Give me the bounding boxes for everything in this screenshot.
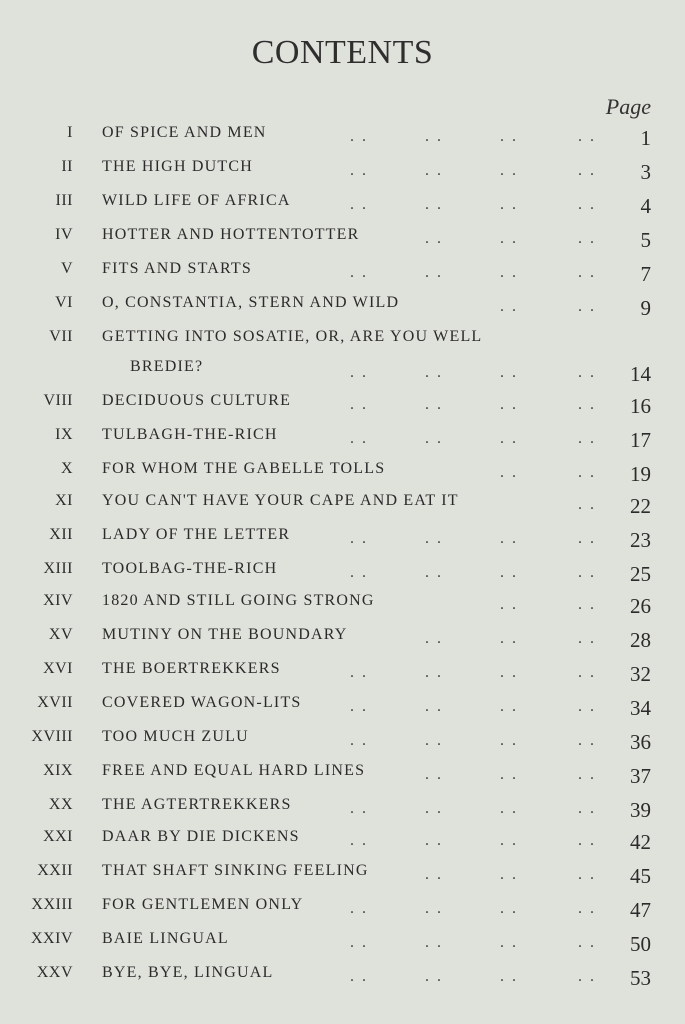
chapter-title: TOOLBAG-THE-RICH [102, 560, 278, 577]
leader-dots: . . [350, 430, 368, 447]
leader-dots: . . [500, 230, 518, 247]
toc-entry [0, 626, 685, 656]
leader-dots: . . [578, 596, 596, 613]
leader-dots: . . [500, 564, 518, 581]
leader-dots: . . [350, 196, 368, 213]
chapter-number: XXIII [31, 896, 73, 913]
leader-dots: . . [578, 564, 596, 581]
leader-dots: . . [500, 800, 518, 817]
leader-dots: . . [500, 664, 518, 681]
leader-dots: . . [578, 298, 596, 315]
leader-dots: . . [350, 900, 368, 917]
leader-dots: . . [500, 596, 518, 613]
toc-entry [0, 862, 685, 892]
leader-dots: . . [350, 364, 368, 381]
leader-dots: . . [578, 396, 596, 413]
chapter-title: THE AGTERTREKKERS [102, 796, 292, 813]
leader-dots: . . [578, 530, 596, 547]
leader-dots: . . [578, 630, 596, 647]
toc-entry [0, 796, 685, 826]
chapter-number: XV [48, 626, 73, 643]
chapter-number: XVIII [31, 728, 73, 745]
leader-dots: . . [500, 900, 518, 917]
leader-dots: . . [425, 934, 443, 951]
chapter-title: LADY OF THE LETTER [102, 526, 291, 543]
leader-dots: . . [578, 968, 596, 985]
toc-entry [0, 964, 685, 994]
chapter-title: MUTINY ON THE BOUNDARY [102, 626, 348, 643]
leader-dots: . . [500, 766, 518, 783]
page-number: 23 [630, 528, 651, 552]
page-number: 45 [630, 864, 651, 888]
chapter-number: XXV [36, 964, 73, 981]
leader-dots: . . [425, 396, 443, 413]
leader-dots: . . [578, 496, 596, 513]
leader-dots: . . [500, 732, 518, 749]
leader-dots: . . [425, 564, 443, 581]
leader-dots: . . [425, 128, 443, 145]
chapter-title: FITS AND STARTS [102, 260, 253, 277]
toc-entry [0, 660, 685, 690]
chapter-number: III [55, 192, 73, 209]
chapter-title: BYE, BYE, LINGUAL [102, 964, 274, 981]
leader-dots: . . [578, 230, 596, 247]
leader-dots: . . [425, 364, 443, 381]
page-number: 25 [630, 562, 651, 586]
toc-entry [0, 896, 685, 926]
leader-dots: . . [578, 832, 596, 849]
leader-dots: . . [425, 832, 443, 849]
chapter-title: BAIE LINGUAL [102, 930, 229, 947]
leader-dots: . . [500, 832, 518, 849]
toc-entry [0, 694, 685, 724]
page-number: 37 [630, 764, 651, 788]
leader-dots: . . [350, 162, 368, 179]
leader-dots: . . [425, 866, 443, 883]
chapter-title: O, CONSTANTIA, STERN AND WILD [102, 294, 400, 311]
page-number: 47 [630, 898, 651, 922]
chapter-number: XX [48, 796, 73, 813]
page-number: 42 [630, 830, 651, 854]
leader-dots: . . [425, 900, 443, 917]
chapter-number: XXI [43, 828, 73, 845]
page-number: 36 [630, 730, 651, 754]
leader-dots: . . [500, 934, 518, 951]
leader-dots: . . [500, 464, 518, 481]
chapter-title: HOTTER AND HOTTENTOTTER [102, 226, 360, 243]
page-number: 3 [640, 160, 651, 184]
chapter-title: FOR WHOM THE GABELLE TOLLS [102, 460, 386, 477]
page-number: 14 [630, 362, 651, 386]
chapter-title-continued: BREDIE? [130, 358, 204, 375]
leader-dots: . . [350, 396, 368, 413]
leader-dots: . . [425, 698, 443, 715]
chapter-number: XII [49, 526, 73, 543]
chapter-number: XXIV [31, 930, 73, 947]
leader-dots: . . [578, 664, 596, 681]
chapter-number: XXII [37, 862, 73, 879]
leader-dots: . . [578, 196, 596, 213]
leader-dots: . . [350, 128, 368, 145]
chapter-number: II [61, 158, 73, 175]
page-number: 34 [630, 696, 651, 720]
leader-dots: . . [425, 162, 443, 179]
toc-entry [0, 426, 685, 456]
page-number: 26 [630, 594, 651, 618]
chapter-title: THE HIGH DUTCH [102, 158, 254, 175]
toc-entry [0, 392, 685, 422]
leader-dots: . . [500, 430, 518, 447]
chapter-title: WILD LIFE OF AFRICA [102, 192, 291, 209]
leader-dots: . . [578, 934, 596, 951]
leader-dots: . . [578, 464, 596, 481]
chapter-number: X [60, 460, 73, 477]
leader-dots: . . [350, 732, 368, 749]
toc-entry [0, 526, 685, 556]
leader-dots: . . [578, 264, 596, 281]
page-number: 39 [630, 798, 651, 822]
leader-dots: . . [500, 530, 518, 547]
leader-dots: . . [425, 264, 443, 281]
chapter-number: VIII [43, 392, 73, 409]
chapter-number: XI [55, 492, 73, 509]
chapter-number: VII [49, 328, 73, 345]
leader-dots: . . [578, 866, 596, 883]
toc-entry [0, 828, 685, 858]
leader-dots: . . [425, 196, 443, 213]
toc-entry [0, 294, 685, 324]
leader-dots: . . [425, 766, 443, 783]
leader-dots: . . [350, 530, 368, 547]
leader-dots: . . [425, 664, 443, 681]
chapter-number: XIV [43, 592, 73, 609]
chapter-title: THE BOERTREKKERS [102, 660, 281, 677]
leader-dots: . . [350, 800, 368, 817]
page-title: CONTENTS [251, 34, 434, 71]
chapter-number: IV [55, 226, 73, 243]
toc-entry [0, 592, 685, 622]
leader-dots: . . [500, 298, 518, 315]
toc-entry [0, 124, 685, 154]
leader-dots: . . [350, 564, 368, 581]
page-number: 1 [640, 126, 651, 150]
leader-dots: . . [578, 364, 596, 381]
chapter-title: TOO MUCH ZULU [102, 728, 249, 745]
toc-entry [0, 930, 685, 960]
leader-dots: . . [500, 630, 518, 647]
chapter-title: TULBAGH-THE-RICH [102, 426, 278, 443]
page-number: 5 [640, 228, 651, 252]
leader-dots: . . [578, 732, 596, 749]
leader-dots: . . [500, 968, 518, 985]
leader-dots: . . [578, 430, 596, 447]
page-number: 22 [630, 494, 651, 518]
chapter-number: XVII [37, 694, 73, 711]
chapter-number: V [60, 260, 73, 277]
chapter-number: XIII [43, 560, 73, 577]
chapter-number: I [67, 124, 73, 141]
chapter-title: DAAR BY DIE DICKENS [102, 828, 300, 845]
leader-dots: . . [425, 800, 443, 817]
leader-dots: . . [425, 630, 443, 647]
toc-entry [0, 328, 685, 386]
leader-dots: . . [350, 264, 368, 281]
leader-dots: . . [425, 530, 443, 547]
page-number: 50 [630, 932, 651, 956]
leader-dots: . . [578, 698, 596, 715]
toc-entry [0, 560, 685, 590]
leader-dots: . . [350, 664, 368, 681]
page-number: 4 [640, 194, 651, 218]
page-number: 19 [630, 462, 651, 486]
toc-entry [0, 728, 685, 758]
chapter-title: FREE AND EQUAL HARD LINES [102, 762, 366, 779]
leader-dots: . . [350, 698, 368, 715]
leader-dots: . . [500, 866, 518, 883]
toc-entry [0, 158, 685, 188]
leader-dots: . . [500, 162, 518, 179]
leader-dots: . . [500, 698, 518, 715]
toc-entry [0, 226, 685, 256]
chapter-title: GETTING INTO SOSATIE, OR, ARE YOU WELL [102, 328, 483, 345]
leader-dots: . . [578, 128, 596, 145]
toc-entry [0, 492, 685, 522]
chapter-number: XVI [43, 660, 73, 677]
chapter-number: IX [55, 426, 73, 443]
toc-entry [0, 762, 685, 792]
page-number: 53 [630, 966, 651, 990]
leader-dots: . . [578, 800, 596, 817]
page-number: 28 [630, 628, 651, 652]
leader-dots: . . [425, 732, 443, 749]
toc-entry [0, 192, 685, 222]
chapter-title: THAT SHAFT SINKING FEELING [102, 862, 369, 879]
chapter-title: YOU CAN'T HAVE YOUR CAPE AND EAT IT [102, 492, 459, 509]
chapter-number: XIX [43, 762, 73, 779]
leader-dots: . . [350, 968, 368, 985]
leader-dots: . . [500, 196, 518, 213]
leader-dots: . . [350, 934, 368, 951]
page-number: 32 [630, 662, 651, 686]
leader-dots: . . [500, 364, 518, 381]
leader-dots: . . [578, 766, 596, 783]
page-number: 9 [640, 296, 651, 320]
leader-dots: . . [425, 230, 443, 247]
leader-dots: . . [350, 832, 368, 849]
page-number: 7 [640, 262, 651, 286]
page-number: 16 [630, 394, 651, 418]
leader-dots: . . [425, 430, 443, 447]
toc-entry [0, 260, 685, 290]
chapter-title: FOR GENTLEMEN ONLY [102, 896, 304, 913]
toc-entry [0, 460, 685, 490]
leader-dots: . . [578, 900, 596, 917]
chapter-number: VI [55, 294, 73, 311]
chapter-title: 1820 AND STILL GOING STRONG [102, 592, 375, 609]
page-column-label: Page [605, 94, 651, 119]
page-number: 17 [630, 428, 651, 452]
chapter-title: COVERED WAGON-LITS [102, 694, 302, 711]
leader-dots: . . [578, 162, 596, 179]
chapter-title: DECIDUOUS CULTURE [102, 392, 292, 409]
leader-dots: . . [500, 396, 518, 413]
leader-dots: . . [425, 968, 443, 985]
leader-dots: . . [500, 264, 518, 281]
chapter-title: OF SPICE AND MEN [102, 124, 267, 141]
leader-dots: . . [500, 128, 518, 145]
